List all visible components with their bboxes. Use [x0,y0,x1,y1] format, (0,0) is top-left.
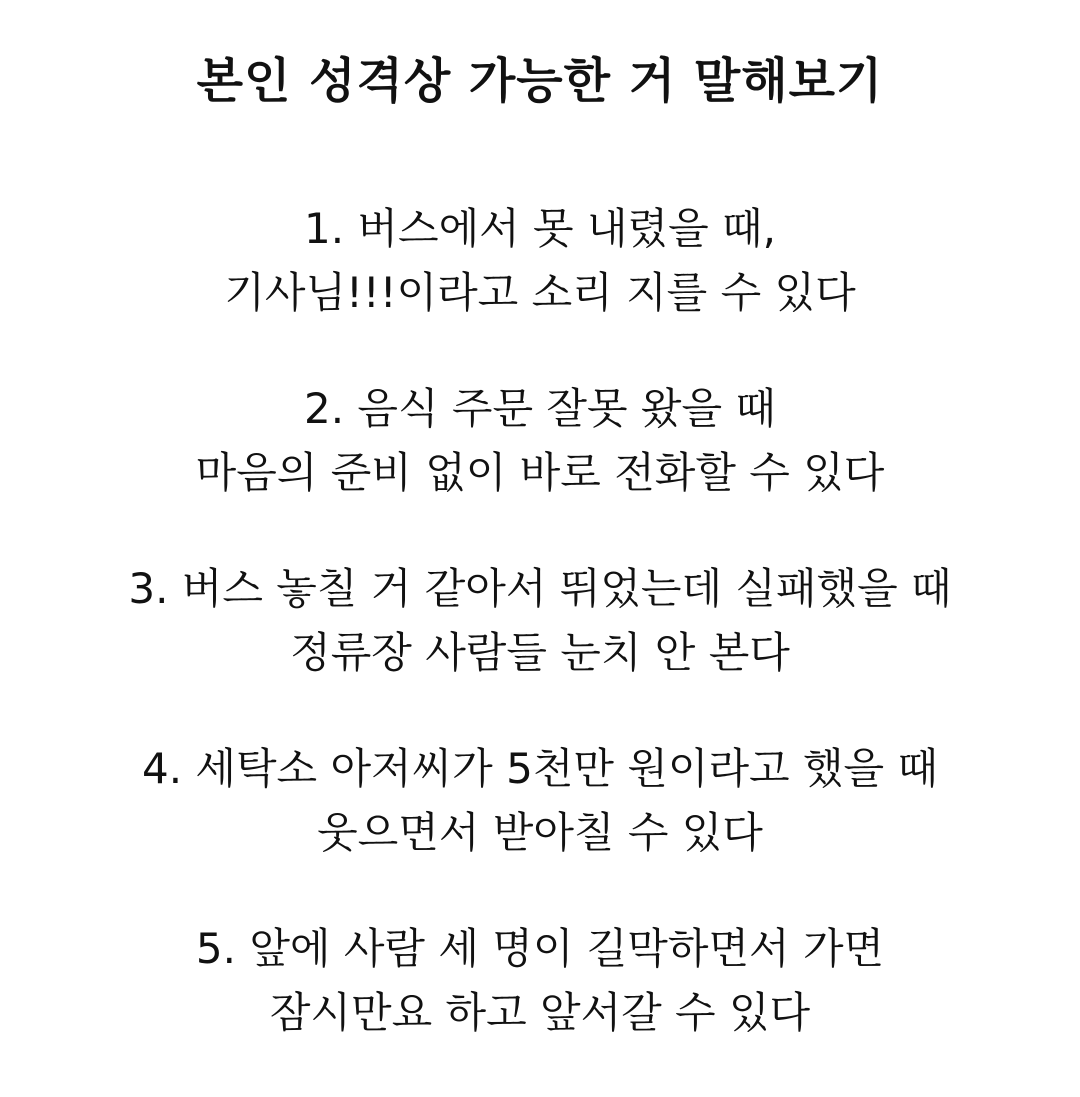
page-title: 본인 성격상 가능한 거 말해보기 [196,53,884,109]
list-item [0,917,1080,1045]
statement-list [0,197,1080,1097]
item-line-2: 기사님!!!이라고 소리 지를 수 있다 [224,268,856,317]
list-item [0,377,1080,505]
list-item [0,737,1080,865]
item-line-2: 정류장 사람들 눈치 안 본다 [290,628,790,677]
item-line-1: 3. 버스 놓칠 거 같아서 뛰었는데 실패했을 때 [128,564,952,613]
item-line-1: 2. 음식 주문 잘못 왔을 때 [304,384,776,433]
item-line-1: 4. 세탁소 아저씨가 5천만 원이라고 했을 때 [141,744,939,793]
item-line-1: 5. 앞에 사람 세 명이 길막하면서 가면 [195,924,885,973]
list-item [0,197,1080,325]
item-line-2: 웃으면서 받아칠 수 있다 [317,808,763,857]
item-line-2: 잠시만요 하고 앞서갈 수 있다 [269,988,811,1037]
list-item [0,557,1080,685]
item-line-1: 1. 버스에서 못 내렸을 때, [304,204,776,253]
item-line-2: 마음의 준비 없이 바로 전화할 수 있다 [195,448,885,497]
